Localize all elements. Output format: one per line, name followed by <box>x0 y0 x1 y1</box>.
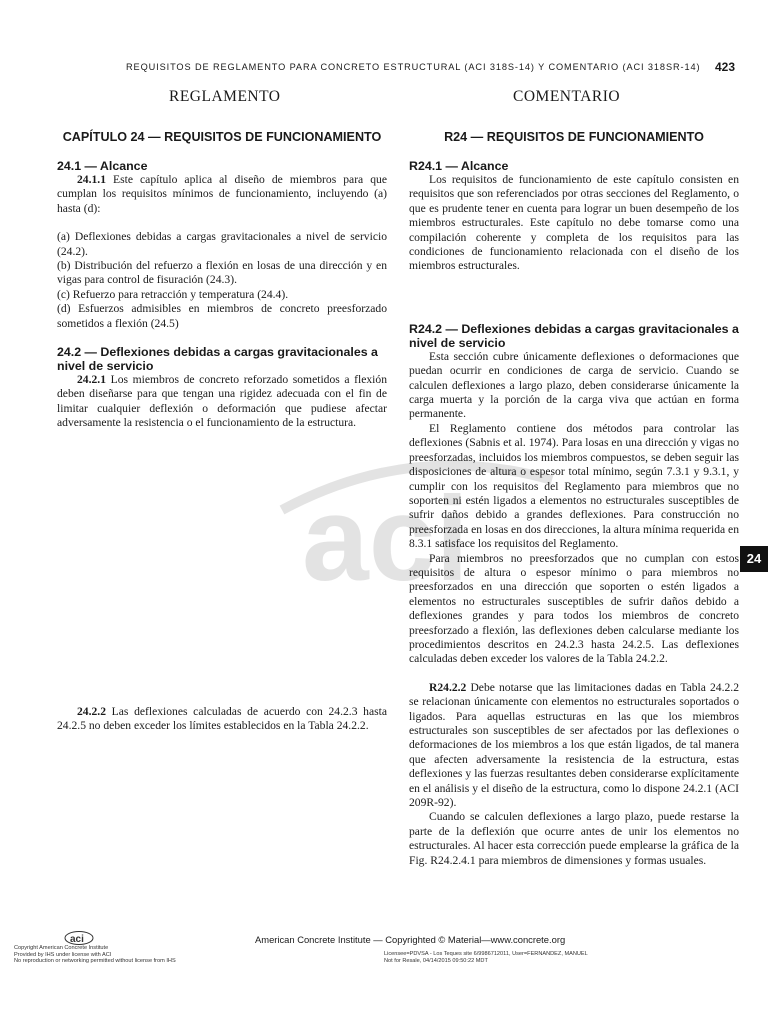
footer-line: Not for Resale, 04/14/2015 09:50:22 MDT <box>384 957 488 964</box>
list-item: (d) Esfuerzos admisibles en miembros de concreto preesforzado sometidos a flexión (24.5) <box>57 302 387 330</box>
footer-line: No reproduction or networking permitted without license from IHS <box>14 958 176 965</box>
section-text: Este capítulo aplica al diseño de miembros para que cumplan los requisitos mínimos de funcionamiento, incluyendo (a) hasta (d): <box>57 173 387 215</box>
section-r24-2-paragraph: Para miembros no preesforzados que no cumplan con estos requisitos de altura o espesor mínimo o para miembros no preesforzados en una dirección que soporten o estén ligados a elementos no estructurales susceptibles de sufrir daños debido a deflexiones grandes y para todos los miembros de concreto preesforzado a flexión, las deflexiones deben calcularse mediante los procedimientos descritos en 24.2.3 hasta 24.2.5. Las deflexiones calculadas deben exceder los valores de la Tabla 24.2.2. <box>409 551 739 666</box>
section-r24-2-paragraph: El Reglamento contiene dos métodos para controlar las deflexiones (Sabnis et al. 1974). Para losas en una dirección y vigas no preesforzadas, incluidos los miembros compuestos, se deben seguir las disposiciones de altura o espesor total mínimo, según 7.3.1 y 9.3.1, y cumplir con los requisitos del Reglamento para miembros que no soporten ni estén ligados a elementos no estructurales susceptibles de sufrir daños debido a grandes deflexiones. Para construcción no preesforzada en losas en dos direcciones, la altura mínima requerida en 8.3.1 satisface los requisitos del Reglamento. <box>409 421 739 551</box>
section-number: R24.2.2 <box>429 680 467 694</box>
section-text: Debe notarse que las limitaciones dadas en Tabla 24.2.2 se relacionan únicamente con elementos no estructurales soportados o ligados. Para aquellas estructuras en las que los miembros estructurales son susceptibles de ser afectados por las deflexiones o deformaciones de los miembros a los que están ligados, de tal manera que afecten adversamente la resistencia de la estructura, estas deflexiones y las fuerzas resultantes deben considerarse explícitamente en el análisis y el diseño de la estructura, como lo dispone 24.2.1 (ACI 209R-92). <box>409 680 739 810</box>
comentario-column <box>409 130 739 868</box>
section-24-1-1 <box>57 173 387 216</box>
running-title: REQUISITOS DE REGLAMENTO PARA CONCRETO ESTRUCTURAL (ACI 318S-14) Y COMENTARIO (ACI 318SR-14) <box>126 62 701 72</box>
section-r24-2-2-paragraph: Cuando se calculen deflexiones a largo plazo, puede restarse la parte de la deflexión que ocurre antes de unir los elementos no estructurales. Al hacer esta corrección puede emplearse la gráfica de la Fig. R24.2.4.1 para miembros de dimensiones y formas usuales. <box>409 810 739 867</box>
section-text: Los miembros de concreto reforzado sometidos a flexión deben diseñarse para que tengan una rigidez adecuada con el fin de limitar cualquier deflexión o deformación que pudiese afectar adversamente la resistencia o el funcionamiento de la estructura. <box>57 373 387 430</box>
section-r24-2-2 <box>409 681 739 811</box>
footer-copyright: American Concrete Institute — Copyrighted © Material—www.concrete.org <box>255 934 566 945</box>
scope-list <box>57 230 387 331</box>
section-24-2-2 <box>57 705 387 734</box>
section-r24-2-title: R24.2 — Deflexiones debidas a cargas gravitacionales a nivel de servicio <box>409 321 739 350</box>
section-r24-1-text: Los requisitos de funcionamiento de este capítulo consisten en requisitos que son referenciados por otras secciones del Reglamento, o que es prudente tener en cuenta para lograr un buen desempeño de los miembros estructurales. Este capítulo no debe tomarse como una compilación coherente y completa de los requisitos para las condiciones de funcionamiento relacionada con el diseño de los miembros estructurales. <box>409 173 739 273</box>
list-item: (c) Refuerzo para retracción y temperatura (24.4). <box>57 287 289 301</box>
section-24-2-title: 24.2 — Deflexiones debidas a cargas gravitacionales a nivel de servicio <box>57 345 378 374</box>
footer-line: Provided by IHS under license with ACI <box>14 951 112 958</box>
list-item: (b) Distribución del refuerzo a flexión en losas de una dirección y en vigas para control de fisuración (24.3). <box>57 259 387 287</box>
chapter-title: CAPÍTULO 24 — REQUISITOS DE FUNCIONAMIENTO <box>62 130 382 144</box>
reglamento-column <box>57 130 387 734</box>
footer-line: Copyright American Concrete Institute <box>14 945 109 951</box>
section-24-1-title: 24.1 — Alcance <box>57 159 148 173</box>
aci-logo-icon <box>64 931 94 945</box>
section-r24-2-paragraph: Esta sección cubre únicamente deflexiones o deformaciones que puedan ocurrir en condiciones de carga de servicio. Cuando se calculen deflexiones a largo plazo, deben considerarse únicamente la carga muerta y la porción de la carga viva que actúan en forma permanente. <box>409 349 739 421</box>
commentary-chapter-title: R24 — REQUISITOS DE FUNCIONAMIENTO <box>444 130 704 144</box>
list-item: (a) Deflexiones debidas a cargas gravitacionales a nivel de servicio (24.2). <box>57 230 387 258</box>
svg-text:aci: aci <box>302 472 469 600</box>
section-number: 24.1.1 <box>77 173 106 186</box>
footer-license-right <box>384 951 588 964</box>
column-heading-reglamento: REGLAMENTO <box>169 88 281 105</box>
section-24-2-1 <box>57 373 387 431</box>
section-r24-1-title: R24.1 — Alcance <box>409 159 509 173</box>
footer-line: Licensee=PDVSA - Los Teques site 6/9986712011, User=FERNANDEZ, MANUEL <box>384 951 588 957</box>
section-text: Las deflexiones calculadas de acuerdo con 24.2.3 hasta 24.2.5 no deben exceder los límites establecidos en la Tabla 24.2.2. <box>57 704 387 733</box>
footer-license-left <box>14 945 176 965</box>
column-heading-comentario: COMENTARIO <box>513 88 621 105</box>
svg-text:aci: aci <box>70 934 84 945</box>
page-number: 423 <box>715 60 736 74</box>
page-header <box>0 61 768 77</box>
section-number: 24.2.2 <box>77 704 106 718</box>
section-number: 24.2.1 <box>77 373 106 387</box>
chapter-tab-marker: 24 <box>740 546 768 572</box>
